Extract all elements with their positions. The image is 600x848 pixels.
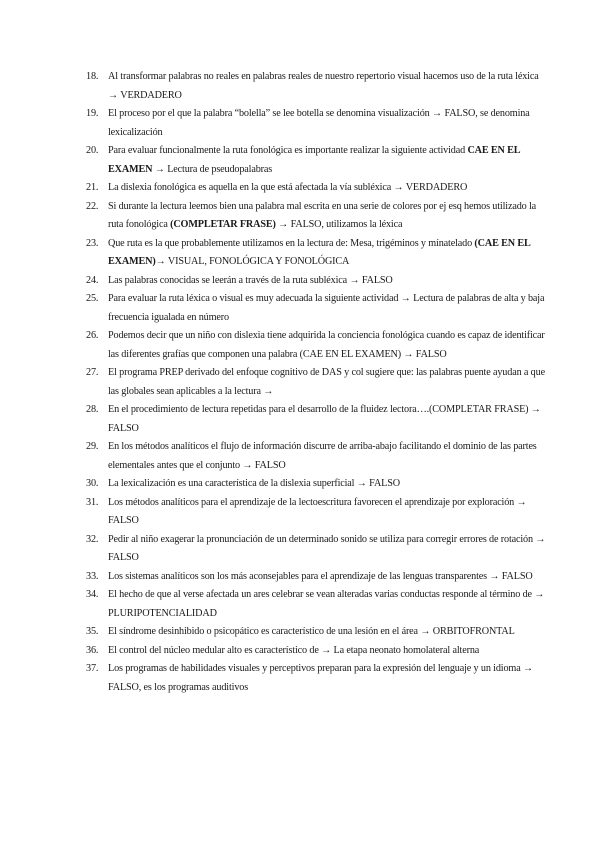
question-number: 28. — [86, 404, 99, 415]
question-text — [108, 198, 548, 235]
question-number: 32. — [86, 533, 99, 545]
question-number: 31. — [86, 496, 99, 508]
question-number: 20. — [86, 145, 99, 156]
question-text-segment: La dislexia fonológica es aquella en la que está afectada la vía subléxica → VERDADERO — [108, 182, 468, 193]
question-number: 25. — [86, 293, 99, 304]
question-text — [108, 568, 548, 587]
question-text-segment: Los métodos analíticos para el aprendizaje de la lectoescritura favorecen el aprendizaje por exploración → FALSO — [108, 496, 527, 526]
question-item — [86, 586, 548, 623]
question-item — [86, 179, 548, 198]
question-text-segment: La lexicalización es una característica de la dislexia superficial → FALSO — [108, 478, 400, 489]
question-item — [86, 401, 548, 438]
question-text-emphasis: CAE EN EL EXAMEN — [108, 145, 520, 175]
question-text-segment: Podemos decir que un niño con dislexia tiene adquirida la conciencia fonológica cuando es capaz de identificar las diferentes grafías que componen una palabra (CAE EN EL EXAMEN) → FALSO — [108, 330, 545, 360]
question-number: 22. — [86, 200, 99, 212]
question-item — [86, 364, 548, 401]
question-text-segment: → VISUAL, FONOLÓGICA Y FONOLÓGICA — [155, 256, 350, 267]
question-text-emphasis: (CAE EN EL EXAMEN) — [108, 237, 531, 267]
question-item — [86, 198, 548, 235]
question-text-segment: En el procedimiento de lectura repetidas para el desarrollo de la fluidez lectora….(COMPLETAR FRASE) → FALSO — [108, 404, 541, 434]
question-text-segment: Las palabras conocidas se leerán a través de la ruta subléxica → FALSO — [108, 274, 393, 286]
question-text — [108, 642, 548, 661]
question-item — [86, 105, 548, 142]
question-text-segment: Para evaluar la ruta léxica o visual es muy adecuada la siguiente actividad → Lectura de palabras de alta y baja frecuencia igualada en número — [108, 293, 545, 323]
question-text — [108, 623, 548, 642]
question-text — [108, 364, 548, 401]
question-text — [108, 475, 548, 494]
question-text — [108, 179, 548, 198]
question-text-segment: El hecho de que al verse afectada un ares celebrar se vean alteradas varias conductas responde al término de → PLURIPOTENCIALIDAD — [108, 589, 545, 619]
question-number: 34. — [86, 589, 99, 600]
question-text-segment: El control del núcleo medular alto es característico de → La etapa neonato homolateral alterna — [108, 644, 480, 656]
question-number: 18. — [86, 71, 99, 82]
question-text — [108, 327, 548, 364]
question-text — [108, 531, 548, 568]
question-item — [86, 68, 548, 105]
question-text-segment: El síndrome desinhibido o psicopático es característico de una lesión en el área → ORBITOFRONTAL — [108, 626, 515, 637]
question-list — [86, 68, 548, 697]
question-item — [86, 272, 548, 291]
question-text-segment: Los sistemas analíticos son los más aconsejables para el aprendizaje de las lenguas transparentes → FALSO — [108, 570, 533, 582]
question-number: 24. — [86, 274, 99, 286]
question-text-segment: Si durante la lectura leemos bien una palabra mal escrita en una serie de colores por ej esq hemos utilizado la ruta fonológica — [108, 200, 537, 230]
question-item — [86, 290, 548, 327]
question-text-segment: Al transformar palabras no reales en palabras reales de nuestro repertorio visual hacemos uso de la ruta léxica → VERDADERO — [108, 71, 539, 101]
question-number: 27. — [86, 367, 99, 378]
question-text — [108, 438, 548, 475]
question-text-segment: Los programas de habilidades visuales y perceptivos preparan para la expresión del lenguaje y un idioma → FALSO, es los programas auditivos — [108, 663, 533, 693]
question-number: 26. — [86, 330, 99, 341]
question-text-segment: → Lectura de pseudopalabras — [152, 163, 273, 175]
question-text — [108, 105, 548, 142]
question-text — [108, 235, 548, 272]
question-item — [86, 327, 548, 364]
question-item — [86, 438, 548, 475]
question-number: 37. — [86, 663, 99, 674]
question-number: 21. — [86, 182, 99, 193]
question-text-segment: Pedir al niño exagerar la pronunciación de un determinado sonido se utiliza para corregir errores de rotación → FALSO — [108, 533, 546, 563]
question-text — [108, 586, 548, 623]
question-number: 30. — [86, 478, 99, 489]
question-text-segment: Que ruta es la que probablemente utilizamos en la lectura de: Mesa, trigéminos y mínatelado — [108, 237, 475, 249]
question-number: 19. — [86, 108, 99, 119]
question-text-segment: Para evaluar funcionalmente la ruta fonológica es importante realizar la siguiente actividad — [108, 145, 468, 156]
question-item — [86, 642, 548, 661]
question-item — [86, 531, 548, 568]
question-item — [86, 494, 548, 531]
question-number: 29. — [86, 441, 99, 452]
question-item — [86, 235, 548, 272]
question-text — [108, 660, 548, 697]
question-number: 35. — [86, 626, 99, 637]
question-text-segment: En los métodos analíticos el flujo de información discurre de arriba-abajo facilitando el dominio de las partes elementales antes que el conjunto → FALSO — [108, 441, 537, 471]
question-text-segment: → FALSO, utilizamos la léxica — [275, 219, 403, 230]
question-text — [108, 142, 548, 179]
question-text-segment: El proceso por el que la palabra “bolella” se lee botella se denomina visualización → FALSO, se denomina lexicalización — [108, 108, 530, 138]
question-text-segment: El programa PREP derivado del enfoque cognitivo de DAS y col sugiere que: las palabras puente ayudan a que las globales sean aplicables a la lectura → — [108, 367, 545, 397]
question-number: 33. — [86, 570, 99, 582]
question-item — [86, 660, 548, 697]
question-item — [86, 623, 548, 642]
question-text — [108, 401, 548, 438]
question-item — [86, 142, 548, 179]
question-text — [108, 272, 548, 291]
question-number: 23. — [86, 237, 99, 249]
question-text — [108, 290, 548, 327]
question-text-emphasis: (COMPLETAR FRASE) — [170, 219, 276, 230]
question-number: 36. — [86, 644, 99, 656]
question-item — [86, 475, 548, 494]
question-item — [86, 568, 548, 587]
question-text — [108, 494, 548, 531]
question-text — [108, 68, 548, 105]
